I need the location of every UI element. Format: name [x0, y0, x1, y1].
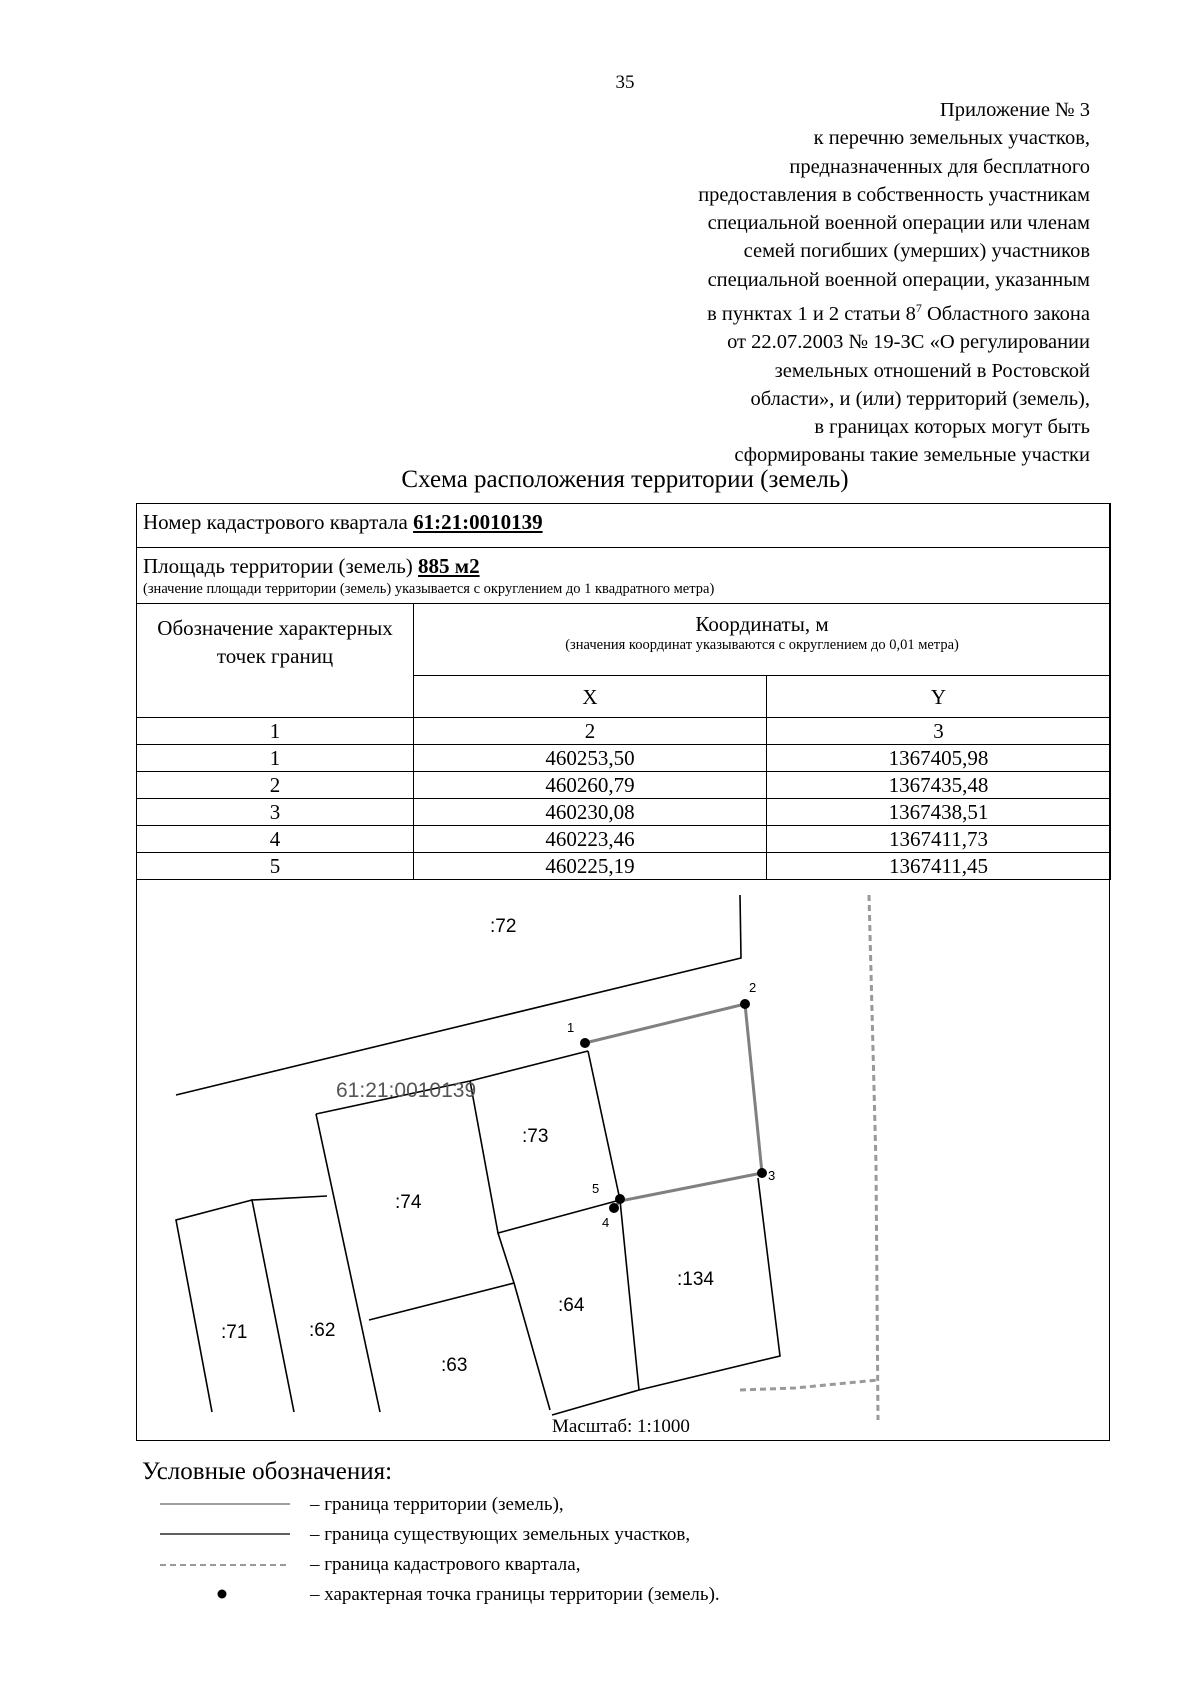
x-header: X	[414, 676, 767, 718]
x-value: 460225,19	[414, 853, 767, 880]
y-value: 1367405,98	[767, 745, 1111, 772]
point-label: 1	[567, 1020, 575, 1035]
x-value: 460253,50	[414, 745, 767, 772]
appendix-line: в границах которых могут быть	[814, 416, 1090, 439]
appendix-line: специальной военной операции, указанным	[707, 268, 1090, 291]
area-value: 885 м2	[418, 554, 480, 578]
table-row	[137, 745, 1111, 772]
y-value: 1367438,51	[767, 799, 1111, 826]
col-number: 3	[767, 718, 1111, 745]
legend-item-territory	[160, 1494, 880, 1518]
parcel-label: :74	[395, 1192, 422, 1213]
map-scale: Масштаб: 1:1000	[552, 1416, 690, 1437]
y-value: 1367411,45	[767, 853, 1111, 880]
appendix-line: от 22.07.2003 № 19-ЗС «О регулировании	[727, 331, 1090, 354]
cadastral-number-cell	[137, 504, 1111, 548]
coordinates-table	[136, 503, 1111, 880]
quarter-label: 61:21:0010139	[336, 1079, 477, 1102]
x-value: 460223,46	[414, 826, 767, 853]
x-value: 460260,79	[414, 772, 767, 799]
parcel-line-sample	[160, 1524, 290, 1548]
point-marker	[615, 1194, 625, 1204]
territory-line-sample	[160, 1494, 290, 1518]
appendix-line: специальной военной операции или членам	[707, 212, 1090, 235]
parcel-label: :72	[490, 916, 517, 937]
area-label: Площадь территории (земель)	[143, 554, 419, 578]
appendix-heading	[530, 96, 1090, 470]
legend-item-point	[160, 1584, 880, 1608]
point-number: 2	[137, 772, 414, 799]
point-marker	[740, 999, 750, 1009]
parcel-label: :73	[522, 1126, 549, 1147]
x-value: 460230,08	[414, 799, 767, 826]
point-number: 1	[137, 745, 414, 772]
y-value: 1367411,73	[767, 826, 1111, 853]
cadastral-label: Номер кадастрового квартала	[143, 510, 414, 534]
legend-text: – граница территории (земель),	[310, 1494, 564, 1515]
parcel-boundaries	[176, 895, 780, 1415]
appendix-line: предназначенных для бесплатного	[789, 155, 1090, 178]
appendix-line	[530, 294, 1090, 328]
scheme-title: Схема расположения территории (земель)	[401, 466, 849, 493]
table-row	[137, 799, 1111, 826]
cadastral-map	[137, 892, 1109, 1440]
point-label: 4	[602, 1215, 610, 1230]
point-marker	[757, 1168, 767, 1178]
point-sample	[160, 1584, 290, 1608]
appendix-article-superscript: 7	[915, 301, 922, 316]
parcel-label: :134	[677, 1269, 714, 1290]
appendix-line-tail: Областного закона	[921, 302, 1090, 325]
parcel-label: :71	[221, 1322, 248, 1343]
y-header: Y	[767, 676, 1111, 718]
appendix-line: области», и (или) территорий (земель),	[750, 387, 1090, 410]
appendix-line: земельных отношений в Ростовской	[774, 359, 1090, 382]
point-marker	[580, 1038, 590, 1048]
appendix-line: семей погибших (умерших) участников	[743, 240, 1090, 263]
table-row	[137, 772, 1111, 799]
appendix-line-head: в пунктах 1 и 2 статьи 8	[707, 302, 916, 325]
coords-header-cell	[414, 604, 1111, 676]
point-marker	[609, 1203, 619, 1213]
page-number: 35	[615, 72, 635, 93]
table-row	[137, 853, 1111, 880]
y-value: 1367435,48	[767, 772, 1111, 799]
point-label: 5	[592, 1181, 600, 1196]
coords-header: Координаты, м	[695, 612, 829, 636]
point-label: 2	[749, 980, 757, 995]
appendix-line: сформированы такие земельные участки	[734, 444, 1090, 467]
col-number: 1	[137, 718, 414, 745]
coords-note: (значения координат указываются с округлением до 0,01 метра)	[565, 637, 959, 653]
point-label: 3	[768, 1168, 776, 1183]
points-header: Обозначение характерных точек границ	[137, 604, 414, 718]
legend-text: – граница кадастрового квартала,	[310, 1554, 581, 1575]
appendix-line: предоставления в собственность участникам	[698, 183, 1090, 206]
parcel-label: :62	[309, 1320, 336, 1341]
quarter-line-sample	[160, 1554, 290, 1578]
parcel-label: :64	[558, 1295, 585, 1316]
area-note: (значение площади территории (земель) указывается с округлением до 1 квадратного метра)	[143, 581, 715, 597]
point-number: 4	[137, 826, 414, 853]
legend-title: Условные обозначения:	[142, 1458, 393, 1485]
legend-item-quarter	[160, 1554, 880, 1578]
cadastral-number: 61:21:0010139	[413, 510, 543, 534]
territory-boundary	[585, 1004, 762, 1208]
table-row	[137, 826, 1111, 853]
parcel-label: :63	[441, 1355, 468, 1376]
point-number: 5	[137, 853, 414, 880]
boundary-points	[580, 999, 767, 1213]
point-number: 3	[137, 799, 414, 826]
legend-text: – характерная точка границы территории (земель).	[310, 1584, 720, 1605]
appendix-line: к перечню земельных участков,	[813, 127, 1090, 150]
col-number: 2	[414, 718, 767, 745]
legend-item-parcels	[160, 1524, 880, 1548]
appendix-line: Приложение № 3	[939, 99, 1090, 121]
legend-text: – граница существующих земельных участков,	[310, 1524, 691, 1545]
area-cell	[137, 548, 1111, 604]
